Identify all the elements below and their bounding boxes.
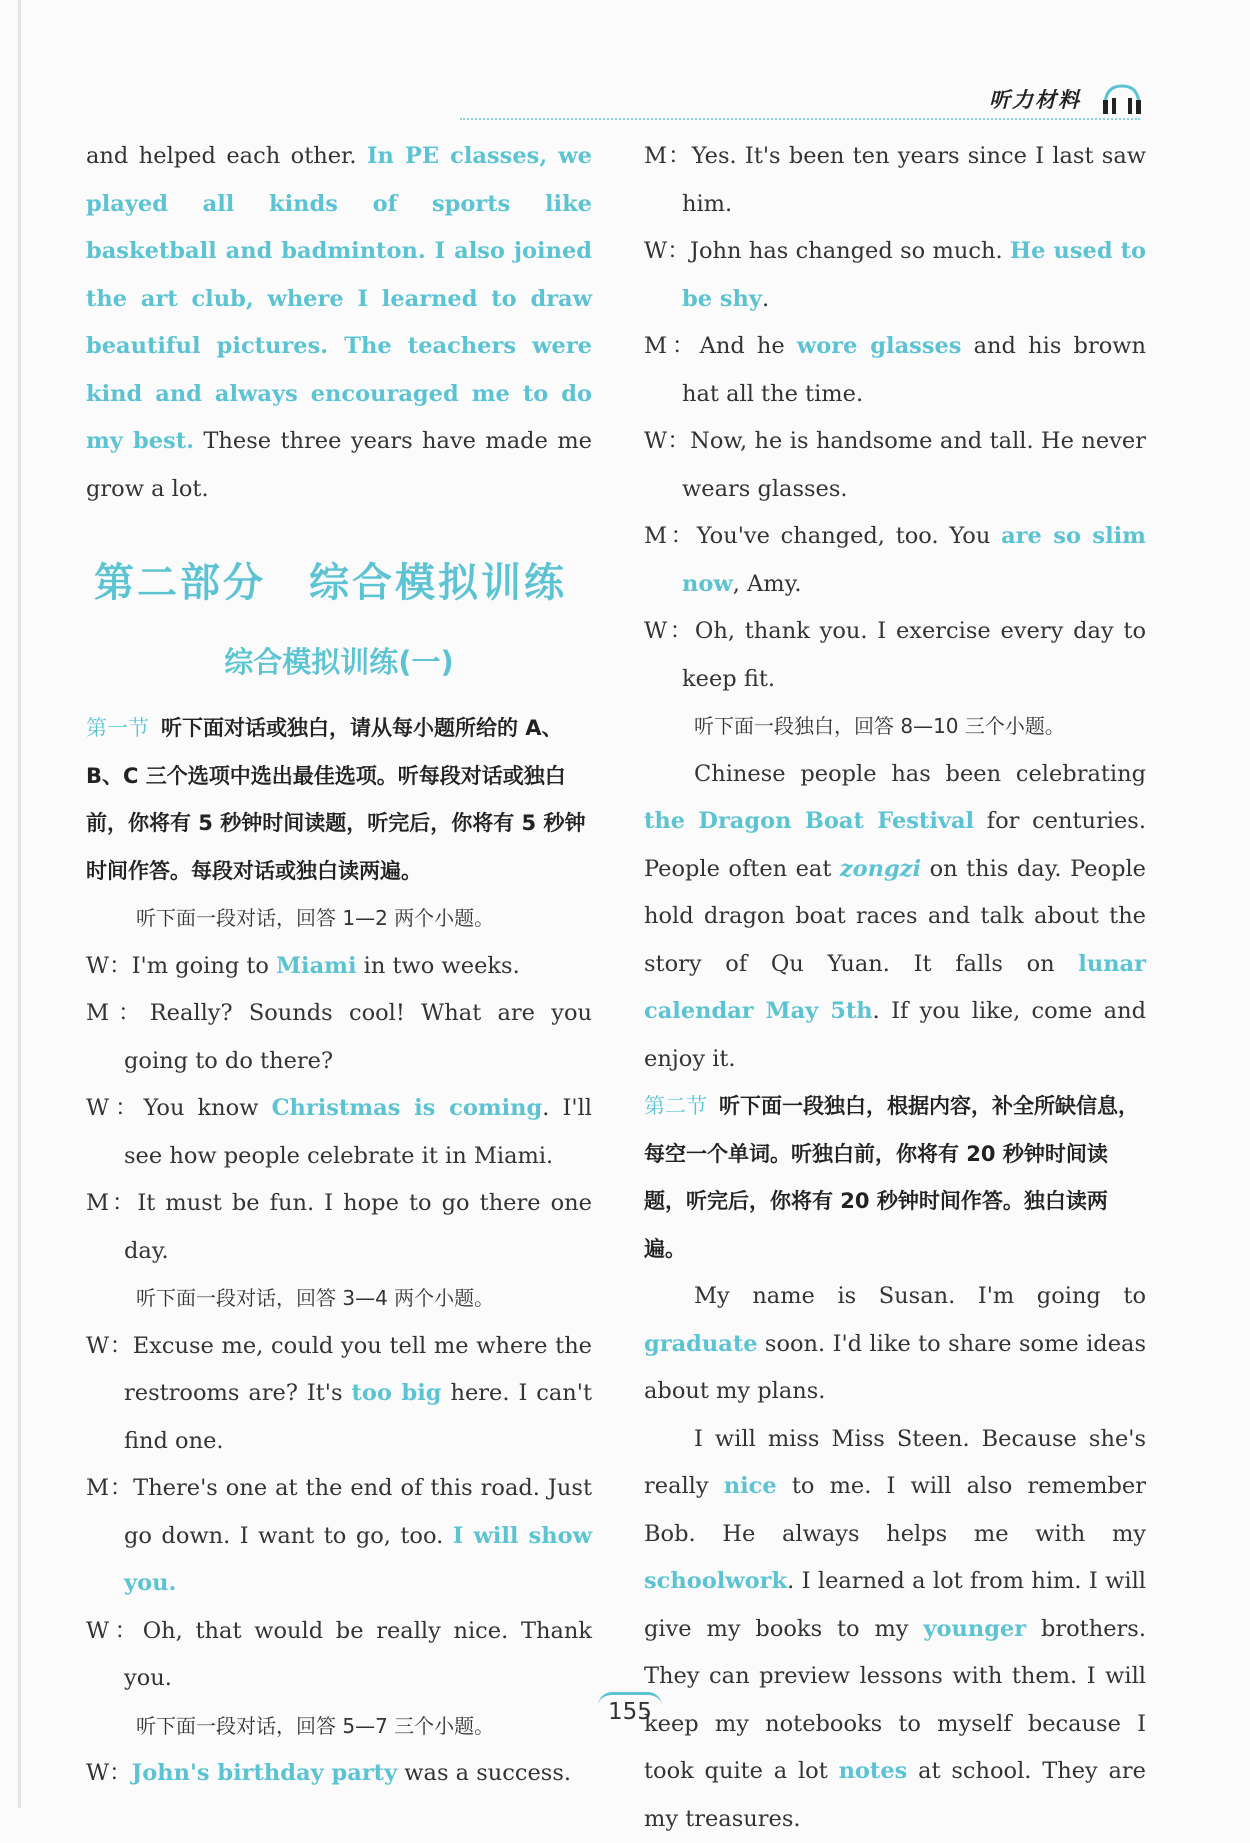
dialogue-intro-1: 听下面一段对话，回答 1—2 两个小题。 [86,895,592,943]
dialogue-line: M：Really? Sounds cool! What are you going to do there? [86,990,592,1085]
page-number: 155 [598,1692,662,1729]
dialogue-line: W：Excuse me, could you tell me where the restrooms are? It's too big here. I can't find one. [86,1323,592,1466]
dialogue-line: W：I'm going to Miami in two weeks. [86,943,592,991]
dialogue-line: W：Now, he is handsome and tall. He never wears glasses. [644,418,1146,513]
headphones-icon [1099,82,1145,116]
section-2-label: 第二节 [644,1094,707,1118]
dialogue-intro-3: 听下面一段对话，回答 5—7 三个小题。 [86,1703,592,1751]
dialogue-line: M：And he wore glasses and his brown hat all the time. [644,323,1146,418]
essay-ending: and helped each other. In PE classes, we played all kinds of sports like basketball and badminton. I also joined the art club, where I learned to draw beautiful pictures. The teachers were kind and always encouraged me to do my best. These three years have made me grow a lot. [86,133,592,513]
left-column [86,133,592,1798]
right-column [644,133,1146,1843]
section-title: 第二部分 综合模拟训练 [94,553,592,613]
dialogue-line: W：John has changed so much. He used to be shy. [644,228,1146,323]
page-edge-shadow [18,0,21,1808]
dialogue-line: M：You've changed, too. You are so slim now, Amy. [644,513,1146,608]
page-header [989,82,1145,116]
dialogue-line: W：Oh, that would be really nice. Thank you. [86,1608,592,1703]
header-title: 听力材料 [989,84,1081,114]
section-1-instructions: 第一节 听下面对话或独白，请从每小题所给的 A、B、C 三个选项中选出最佳选项。听每段对话或独白前，你将有 5 秒钟时间读题，听完后，你将有 5 秒钟时间作答。每段对话或独白读两遍。 [86,705,592,895]
section-1-label: 第一节 [86,716,149,740]
exercise-title: 综合模拟训练(一) [86,637,592,687]
dialogue-line: M：Yes. It's been ten years since I last saw him. [644,133,1146,228]
header-divider [460,118,1140,120]
monologue-paragraph: My name is Susan. I'm going to graduate soon. I'd like to share some ideas about my plans. [644,1273,1146,1416]
section-2-instructions: 第二节 听下面一段独白，根据内容，补全所缺信息，每空一个单词。听独白前，你将有 20 秒钟时间读题，听完后，你将有 20 秒钟时间作答。独白读两遍。 [644,1083,1146,1273]
dialogue-line: W：You know Christmas is coming. I'll see how people celebrate it in Miami. [86,1085,592,1180]
dialogue-line: W：John's birthday party was a success. [86,1750,592,1798]
monologue-text: Chinese people has been celebrating the Dragon Boat Festival for centuries. People often eat zongzi on this day. People hold dragon boat races and talk about the story of Qu Yuan. It falls on lunar calendar May 5th. If you like, come and enjoy it. [644,751,1146,1084]
monologue-intro: 听下面一段独白，回答 8—10 三个小题。 [644,703,1146,751]
dialogue-line: M：There's one at the end of this road. Just go down. I want to go, too. I will show you. [86,1465,592,1608]
dialogue-line: W：Oh, thank you. I exercise every day to keep fit. [644,608,1146,703]
dialogue-intro-2: 听下面一段对话，回答 3—4 两个小题。 [86,1275,592,1323]
dialogue-line: M：It must be fun. I hope to go there one day. [86,1180,592,1275]
monologue-paragraph: I will miss Miss Steen. Because she's really nice to me. I will also remember Bob. He always helps me with my schoolwork. I learned a lot from him. I will give my books to my younger brothers. They can preview lessons with them. I will keep my notebooks to myself because I took quite a lot notes at school. They are my treasures. [644,1416,1146,1843]
